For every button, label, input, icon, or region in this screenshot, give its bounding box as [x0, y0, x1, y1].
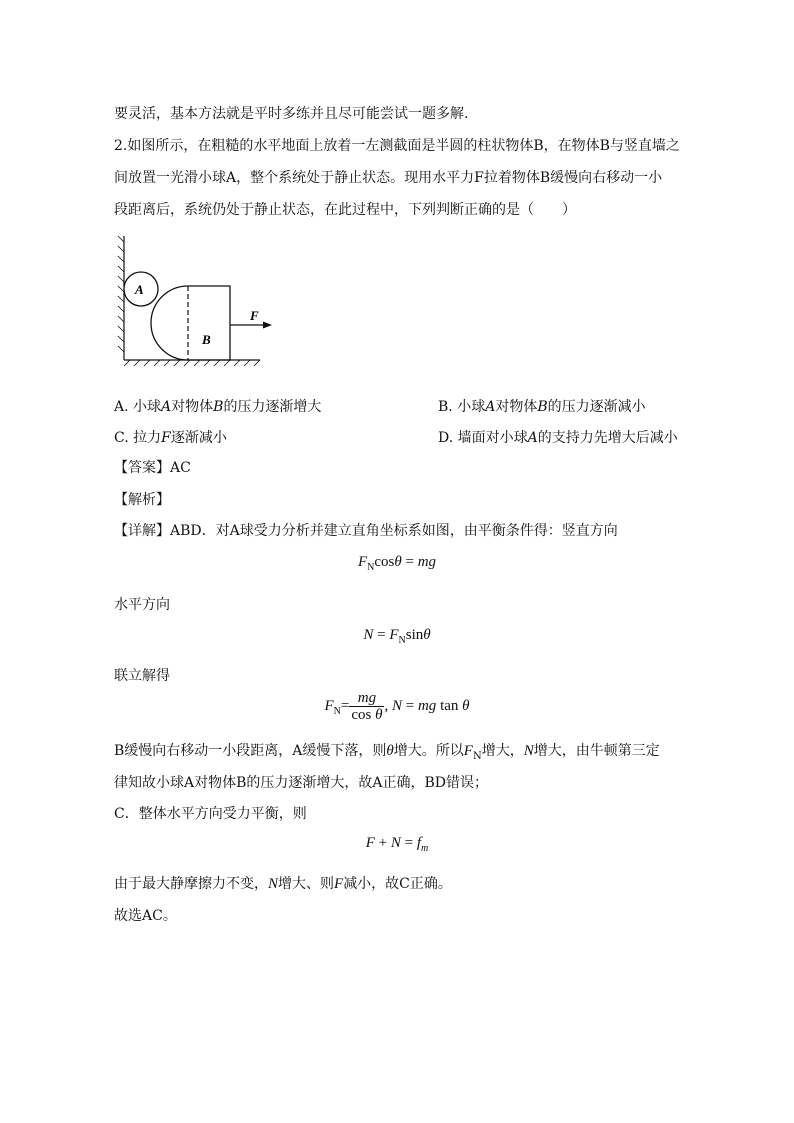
question-line-2: 间放置一光滑小球A，整个系统处于静止状态。现用水平力F拉着物体B缓慢向右移动一小	[114, 170, 663, 186]
question-line-1: 2.如图所示，在粗糙的水平地面上放着一左测截面是半圆的柱状物体B，在物体B与竖直墙之	[114, 138, 680, 154]
intro-line: 要灵活，基本方法就是平时多练并且尽可能尝试一题多解.	[114, 106, 469, 122]
object-b	[151, 286, 230, 360]
equation-3: $F_N=$ $\frac{mg}{\text{cos θ}}$ , N = mg tan θ	[324, 690, 470, 723]
final-answer: 故选AC。	[114, 908, 177, 924]
c-intro: C．整体水平方向受力平衡，则	[114, 806, 307, 822]
analysis-label: 【解析】	[114, 492, 170, 508]
detail-line-1: 【详解】ABD．对A球受力分析并建立直角坐标系如图，由平衡条件得：竖直方向	[114, 523, 618, 539]
detail-paragraph-2: 律知故小球A对物体B的压力逐渐增大，故A正确，BD错误；	[114, 775, 489, 791]
equation-1: $F_N\cos\theta$ = mg	[357, 554, 437, 573]
physics-diagram	[114, 232, 274, 367]
force-arrow-head	[263, 322, 272, 329]
question-line-3: 段距离后，系统仍处于静止状态，在此过程中，下列判断正确的是（ ）	[114, 202, 576, 218]
equation-2: $N = F_N\sin\theta$	[363, 627, 431, 646]
option-d[interactable]: D. 墙面对小球A的支持力先增大后减小	[438, 430, 678, 446]
wall-hatching	[118, 236, 124, 352]
answer-line	[114, 457, 191, 477]
horizontal-label: 水平方向	[114, 597, 170, 613]
equation-4: $F + N = f_m$	[365, 835, 429, 854]
combine-label: 联立解得	[114, 668, 170, 684]
answer-label: 【答案】	[114, 460, 170, 476]
detail-paragraph-1: B缓慢向右移动一小段距离，A缓慢下落，则θ增大。所以$F_N$增大，N增大，由牛顿第三定	[114, 743, 660, 762]
label-b: B	[202, 332, 211, 347]
option-b[interactable]: B. 小球A对物体B的压力逐渐减小	[438, 399, 646, 415]
conclusion: 由于最大静摩擦力不变，N增大、则F减小，故C正确。	[114, 876, 452, 892]
option-c[interactable]: C. 拉力F逐渐减小	[114, 430, 227, 446]
ground-hatching	[124, 360, 260, 366]
option-a[interactable]: A. 小球A对物体B的压力逐渐增大	[114, 399, 322, 415]
label-a: A	[135, 282, 144, 297]
answer-value: AC	[170, 460, 191, 476]
label-f: F	[250, 308, 259, 323]
